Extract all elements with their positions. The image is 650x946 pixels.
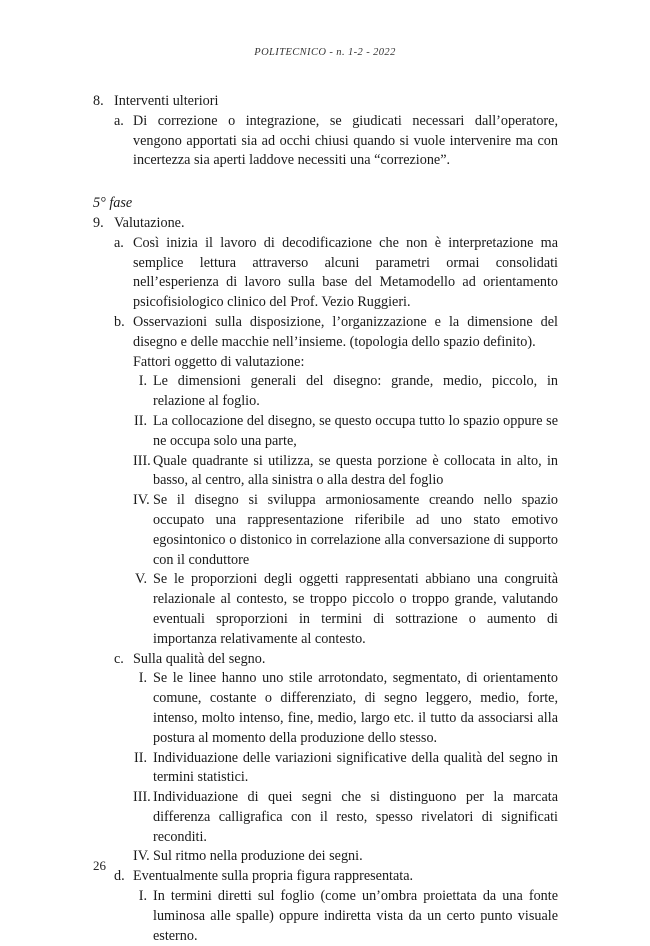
item-text: Eventualmente sulla propria figura rappresentata.: [133, 868, 414, 885]
item-label: a.: [114, 234, 124, 251]
sign-quality-item: [93, 847, 558, 867]
roman-label: I.: [138, 670, 147, 687]
section-9-item-a: [93, 234, 558, 313]
factor-item: [93, 570, 558, 649]
roman-label: IV.: [133, 492, 150, 509]
section-number: 8.: [93, 93, 104, 109]
item-text: Così inizia il lavoro di decodificazione che non è interpretazione ma semplice lettura attraverso alcuni parametri ormai consolidati nell’esperienza di lavoro sulla base del Metamodello ad orientamento psicofisiologico clinico del Prof. Vezio Ruggieri.: [133, 234, 558, 311]
sign-quality-text: Individuazione di quei segni che si distinguono per la marcata differenza calligrafica con il resto, spesso rivelatori di significati reconditi.: [153, 789, 558, 845]
section-9-item-d: [93, 867, 558, 887]
factor-text: Se le proporzioni degli oggetti rappresentati abbiano una congruità relazionale al contesto, se troppo piccolo o troppo grande, valutando eventuali sproporzioni in termini di sottrazione o aumento di importanza relativamente al contesto.: [153, 571, 558, 647]
factor-text: Quale quadrante si utilizza, se questa porzione è collocata in alto, in basso, al centro, alla sinistra o alla destra del foglio: [153, 452, 558, 489]
section-9-heading: [93, 214, 558, 234]
roman-label: I.: [138, 888, 147, 905]
running-header: POLITECNICO - n. 1-2 - 2022: [254, 47, 396, 58]
item-label: c.: [114, 650, 124, 667]
sign-quality-item: [93, 749, 558, 789]
roman-label: III.: [133, 789, 151, 806]
factor-item: [93, 491, 558, 570]
section-number: 9.: [93, 214, 104, 231]
sign-quality-item: [93, 669, 558, 748]
section-8-item-a: [93, 112, 558, 171]
section-9-item-c: [93, 650, 558, 670]
factor-text: Le dimensioni generali del disegno: grande, medio, piccolo, in relazione al foglio.: [153, 373, 558, 410]
self-figure-text: In termini diretti sul foglio (come un’ombra proiettata da una fonte luminosa alle spalle) oppure indiretta vista da un certo punto visuale esterno.: [153, 888, 558, 944]
page-number: 26: [93, 858, 106, 873]
sign-quality-text: Individuazione delle variazioni significative della qualità del segno in termini statistici.: [153, 749, 558, 786]
factor-item: [93, 452, 558, 492]
factor-text: Se il disegno si sviluppa armoniosamente creando nello spazio occupato una rappresentazione riferibile ad uno stato emotivo egosintonico o distonico in correlazione alla conversazione di supporto con il conduttore: [153, 492, 558, 568]
item-label: d.: [114, 868, 125, 885]
roman-label: V.: [135, 571, 147, 588]
item-label: a.: [114, 112, 124, 129]
sign-quality-text: Se le linee hanno uno stile arrotondato, segmentato, di orientamento comune, costante o differenziato, di segno leggero, medio, forte, intenso, molto intenso, fine, medio, largo etc. il tutto da associarsi alla postura al momento della produzione dello stesso.: [153, 670, 558, 746]
roman-label: I.: [138, 373, 147, 390]
item-text: Sulla qualità del segno.: [133, 650, 266, 667]
item-text: Osservazioni sulla disposizione, l’organizzazione e la dimensione del disegno e delle macchie nell’insieme. (topologia dello spazio definito).: [133, 313, 558, 350]
factor-text: La collocazione del disegno, se questo occupa tutto lo spazio oppure se ne occupa solo una parte,: [153, 412, 558, 449]
factor-item: [93, 372, 558, 412]
page-body: [93, 92, 558, 946]
sign-quality-text: Sul ritmo nella produzione dei segni.: [153, 848, 363, 865]
evaluation-factors-subheading: Fattori oggetto di valutazione:: [133, 353, 305, 370]
roman-label: III.: [133, 452, 151, 469]
roman-label: II.: [134, 749, 147, 766]
factor-item: [93, 412, 558, 452]
section-title: Valutazione.: [114, 214, 185, 231]
section-title: Interventi ulteriori: [114, 93, 219, 109]
phase-heading: 5° fase: [93, 195, 133, 212]
roman-label: IV.: [133, 848, 150, 865]
sign-quality-item: [93, 788, 558, 847]
item-label: b.: [114, 313, 125, 330]
roman-label: II.: [134, 412, 147, 429]
section-9-item-b: [93, 313, 558, 353]
section-8-heading: [93, 92, 558, 112]
item-text: Di correzione o integrazione, se giudicati necessari dall’operatore, vengono apportati sia ad occhi chiusi quando si vuole intervenire ma con incertezza sia aperti laddove necessiti una “correzione”.: [133, 112, 558, 169]
